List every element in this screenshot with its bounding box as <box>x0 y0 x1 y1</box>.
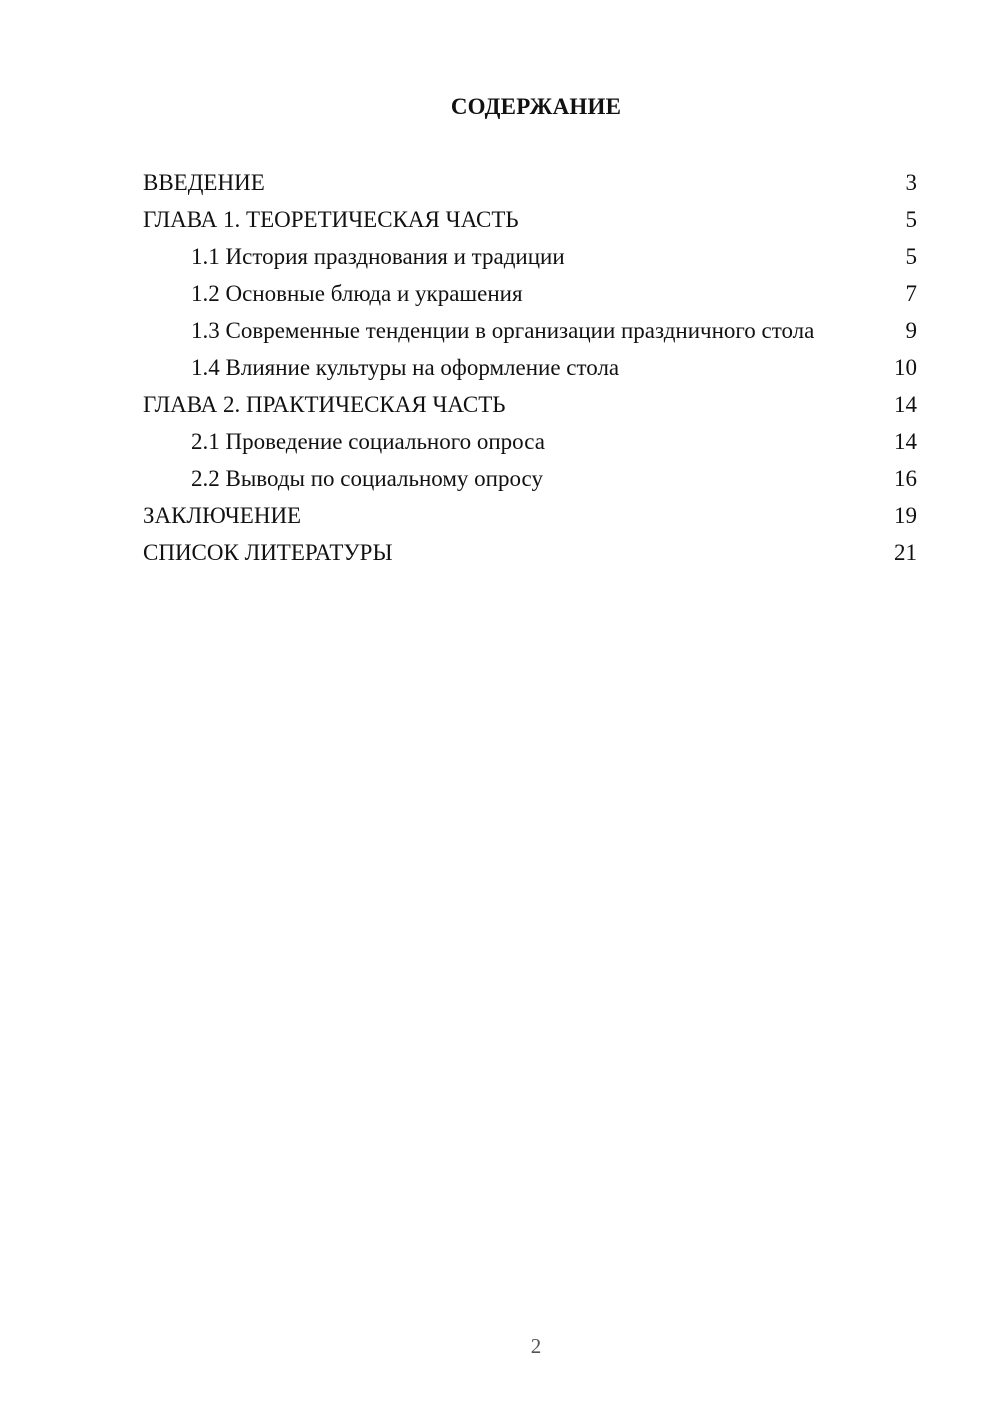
toc-entry-label: 1.4 Влияние культуры на оформление стола <box>191 355 620 380</box>
toc-entry-page: 5 <box>905 244 917 269</box>
toc-entry-label: 1.1 История празднования и традиции <box>191 244 565 269</box>
toc-entry-introduction[interactable] <box>143 170 917 196</box>
toc-entry-page: 16 <box>894 466 917 491</box>
toc-entry-page: 14 <box>894 392 917 417</box>
page-title: СОДЕРЖАНИЕ <box>450 94 622 119</box>
toc-entry-label: ГЛАВА 2. ПРАКТИЧЕСКАЯ ЧАСТЬ <box>143 392 506 417</box>
toc-entry-references[interactable] <box>143 540 917 566</box>
toc-entry-section-2-2[interactable] <box>143 466 917 492</box>
toc-entry-page: 5 <box>905 207 917 232</box>
toc-entry-section-1-3[interactable] <box>143 318 917 344</box>
toc-entry-section-1-4[interactable] <box>143 355 917 381</box>
toc-entry-label: 2.2 Выводы по социальному опросу <box>191 466 543 491</box>
toc-entry-chapter-1[interactable] <box>143 207 917 233</box>
toc-entry-label: 1.2 Основные блюда и украшения <box>191 281 523 306</box>
page-number: 2 <box>530 1334 542 1358</box>
toc-entry-section-1-1[interactable] <box>143 244 917 270</box>
toc-entry-section-2-1[interactable] <box>143 429 917 455</box>
toc-entry-section-1-2[interactable] <box>143 281 917 307</box>
toc-entry-label: 1.3 Современные тенденции в организации праздничного стола <box>191 318 815 343</box>
toc-entry-page: 19 <box>894 503 917 528</box>
toc-entry-page: 21 <box>894 540 917 565</box>
toc-entry-label: 2.1 Проведение социального опроса <box>191 429 545 454</box>
table-of-contents <box>143 170 917 577</box>
toc-entry-label: ГЛАВА 1. ТЕОРЕТИЧЕСКАЯ ЧАСТЬ <box>143 207 519 232</box>
toc-entry-conclusion[interactable] <box>143 503 917 529</box>
toc-entry-chapter-2[interactable] <box>143 392 917 418</box>
toc-entry-page: 7 <box>905 281 917 306</box>
toc-entry-page: 10 <box>894 355 917 380</box>
toc-entry-page: 14 <box>894 429 917 454</box>
toc-entry-label: ВВЕДЕНИЕ <box>143 170 265 195</box>
toc-entry-label: СПИСОК ЛИТЕРАТУРЫ <box>143 540 393 565</box>
toc-entry-page: 9 <box>905 318 917 343</box>
toc-entry-page: 3 <box>905 170 917 195</box>
toc-entry-label: ЗАКЛЮЧЕНИЕ <box>143 503 302 528</box>
